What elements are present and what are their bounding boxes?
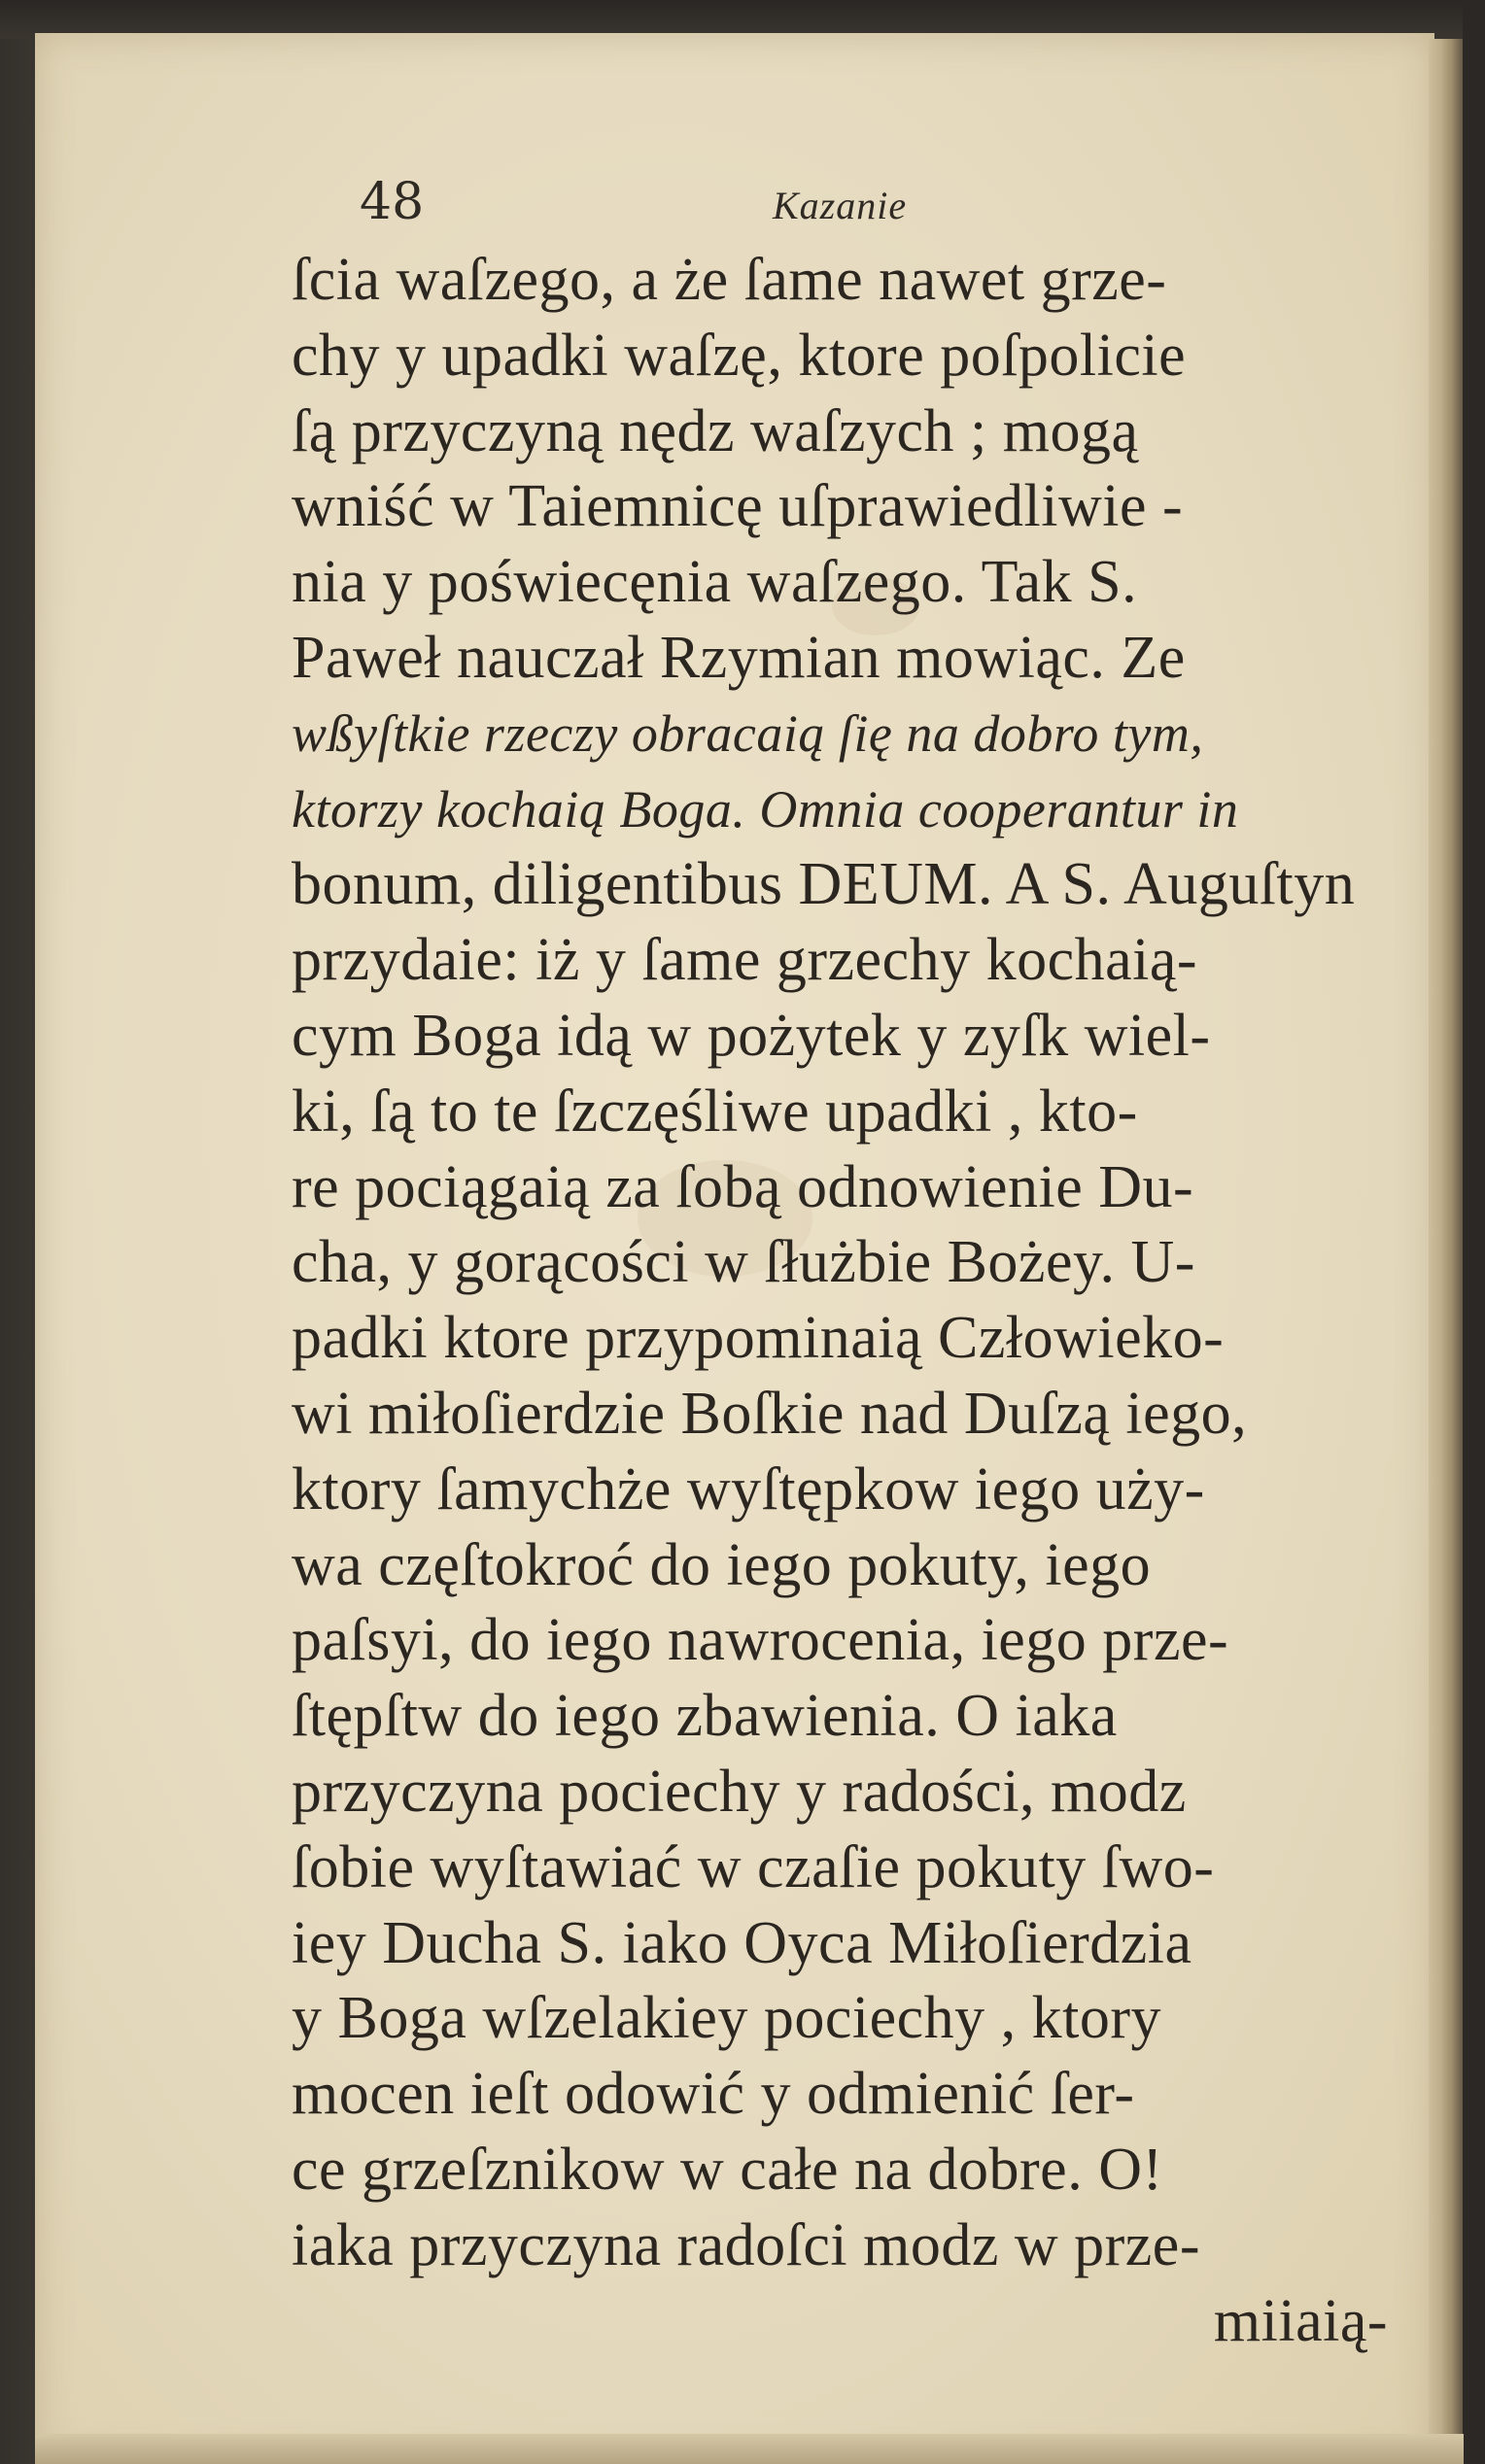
page-number: 48: [360, 173, 425, 231]
text-line: przyczyna pociechy y radości, modz: [292, 1758, 1187, 1825]
text-line: ſtępſtw do iego zbawienia. O iaka: [292, 1683, 1118, 1750]
running-head: Kazanie: [773, 184, 908, 227]
text-line: cym Boga idą w pożytek y zyſk wiel-: [292, 1002, 1211, 1069]
text-line: wniść w Taiemnicę uſprawiedliwie -: [292, 473, 1184, 540]
text-line: iaka przyczyna radoſci modz w prze-: [292, 2211, 1200, 2278]
text-line: ktory ſamychże wyſtępkow iego uży-: [292, 1455, 1205, 1523]
text-line: iey Ducha S. iako Oyca Miłoſierdzia: [292, 1909, 1192, 1976]
text-line: y Boga wſzelakiey pociechy , ktory: [292, 1985, 1162, 2052]
text-line: Paweł nauczał Rzymian mowiąc. Ze: [292, 624, 1186, 691]
scan-background-right: [1463, 0, 1485, 2464]
text-line: cha, y gorącości w ſłużbie Bożey. U-: [292, 1229, 1195, 1296]
text-line: przydaie: iż y ſame grzechy kochaią-: [292, 927, 1198, 994]
page-header: [360, 173, 1331, 241]
page-edge: [1429, 39, 1468, 2464]
text-line: re pociągaią za ſobą odnowienie Du-: [292, 1153, 1194, 1220]
text-line-italic: ktorzy kochaią Boga. Omnia cooperantur in: [292, 779, 1239, 838]
text-line: ſcia waſzego, a że ſame nawet grze-: [292, 247, 1167, 313]
text-line: nia y poświecęnia waſzego. Tak S.: [292, 549, 1138, 616]
text-line: chy y upadki waſzę, ktore poſpolicie: [292, 322, 1187, 389]
text-line-italic: wßyſtkie rzeczy obracaią ſię na dobro tym,: [292, 703, 1204, 763]
catchword: miiaią-: [1213, 2287, 1388, 2354]
text-line: padki ktore przypominaią Człowieko-: [292, 1305, 1225, 1372]
text-line: wi miłoſierdzie Boſkie nad Duſzą iego,: [292, 1380, 1248, 1447]
text-line: ſobie wyſtawiać w czaſie pokuty ſwo-: [292, 1833, 1215, 1900]
text-line: ſą przyczyną nędz waſzych ; mogą: [292, 397, 1139, 464]
text-line: mocen ieſt odowić y odmienić ſer-: [292, 2061, 1135, 2128]
text-line: ki, ſą to te ſzczęśliwe upadki , kto-: [292, 1078, 1138, 1145]
text-line: ce grzeſznikow w całe na dobre. O!: [292, 2136, 1163, 2203]
page-bottom-edge: [35, 2434, 1464, 2464]
text-line: paſsyi, do iego nawrocenia, iego prze-: [292, 1607, 1229, 1674]
text-line: bonum, diligentibus DEUM. A S. Auguſtyn: [292, 851, 1356, 918]
text-line: wa częſtokroć do iego pokuty, iego: [292, 1531, 1152, 1598]
body-text: [292, 243, 1388, 2359]
